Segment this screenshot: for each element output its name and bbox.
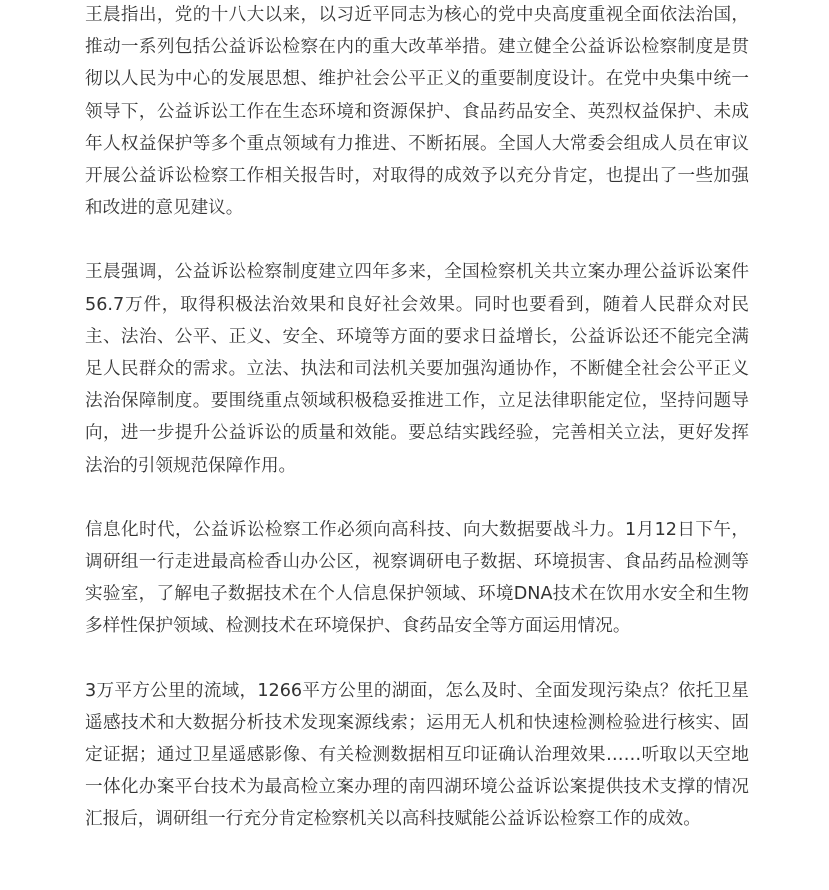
article-paragraph: 信息化时代，公益诉讼检察工作必须向高科技、向大数据要战斗力。1月12日下午，调研组一行走进最高检香山办公区，视察调研电子数据、环境损害、食品药品检测等实验室，了解电子数据技术在个人信息保护领域、环境DNA技术在饮用水安全和生物多样性保护领域、检测技术在环境保护、食药品安全等方面运用情况。 xyxy=(85,519,749,637)
article-paragraph: 3万平方公里的流域，1266平方公里的湖面，怎么及时、全面发现污染点？依托卫星遥感技术和大数据分析技术发现案源线索；运用无人机和快速检测检验进行核实、固定证据；通过卫星遥感影像、有关检测数据相互印证确认治理效果……听取以天空地一体化办案平台技术为最高检立案办理的南四湖环境公益诉讼案提供技术支撑的情况汇报后，调研组一行充分肯定检察机关以高科技赋能公益诉讼检察工作的成效。 xyxy=(85,680,749,830)
article-paragraph: 王晨指出，党的十八大以来，以习近平同志为核心的党中央高度重视全面依法治国，推动一系列包括公益诉讼检察在内的重大改革举措。建立健全公益诉讼检察制度是贯彻以人民为中心的发展思想、维护社会公平正义的重要制度设计。在党中央集中统一领导下，公益诉讼工作在生态环境和资源保护、食品药品安全、英烈权益保护、未成年人权益保护等多个重点领域有力推进、不断拓展。全国人大常委会组成人员在审议开展公益诉讼检察工作相关报告时，对取得的成效予以充分肯定，也提出了一些加强和改进的意见建议。 xyxy=(85,5,749,219)
article-paragraph: 王晨强调，公益诉讼检察制度建立四年多来，全国检察机关共立案办理公益诉讼案件56.7万件，取得积极法治效果和良好社会效果。同时也要看到，随着人民群众对民主、法治、公平、正义、安全、环境等方面的要求日益增长，公益诉讼还不能完全满足人民群众的需求。立法、执法和司法机关要加强沟通协作，不断健全社会公平正义法治保障制度。要围绕重点领域积极稳妥推进工作，立足法律职能定位，坚持问题导向，进一步提升公益诉讼的质量和效能。要总结实践经验，完善相关立法，更好发挥法治的引领规范保障作用。 xyxy=(85,262,749,476)
article-body xyxy=(85,0,749,868)
